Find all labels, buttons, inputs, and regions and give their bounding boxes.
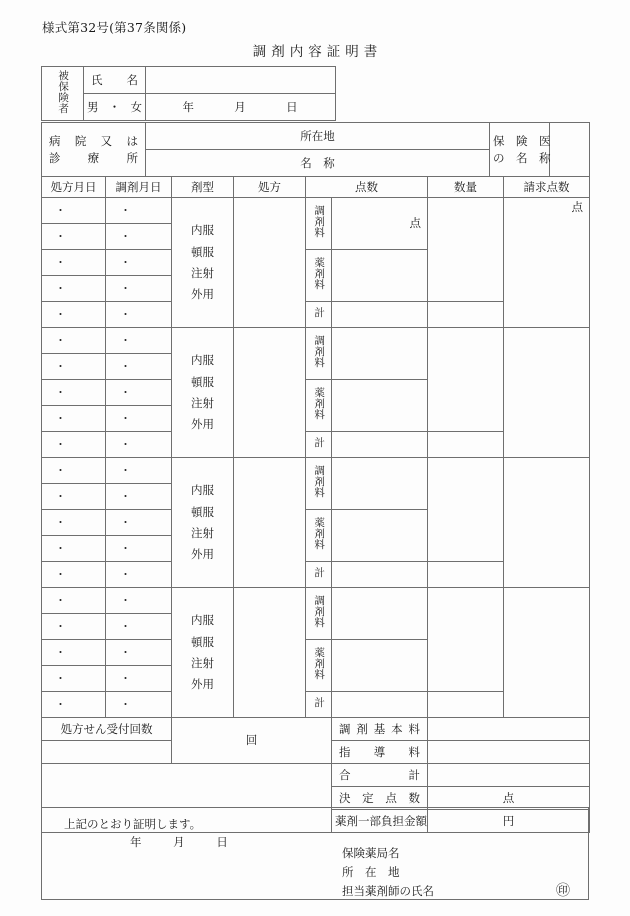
points-row-label: 調剤料 bbox=[306, 588, 332, 640]
dosage-form-option: 外用 bbox=[191, 677, 214, 692]
cell-dispensing-date[interactable]: ・ bbox=[106, 510, 172, 536]
cell-dispensing-date[interactable]: ・ bbox=[106, 692, 172, 718]
document-title: 調剤内容証明書 bbox=[252, 44, 383, 60]
summary-blank-cell bbox=[42, 741, 172, 764]
cell-quantity-total[interactable] bbox=[428, 692, 504, 718]
cell-dispensing-date[interactable]: ・ bbox=[106, 432, 172, 458]
points-row-label: 薬剤料 bbox=[306, 380, 332, 432]
dosage-form-option: 内服 bbox=[191, 353, 214, 368]
points-value-cell[interactable] bbox=[332, 640, 428, 692]
dosage-form-option: 頓服 bbox=[191, 374, 214, 389]
cell-prescription-date[interactable]: ・ bbox=[42, 458, 106, 484]
receipt-count-unit: 回 bbox=[245, 733, 258, 748]
points-row-label: 計 bbox=[306, 692, 332, 718]
dosage-form-option: 外用 bbox=[191, 417, 214, 432]
unit-ten: 点 bbox=[409, 216, 421, 231]
pharmacy-address-row[interactable] bbox=[342, 863, 434, 882]
dosage-form-option: 外用 bbox=[191, 547, 214, 562]
table-row bbox=[42, 94, 336, 121]
cert-year-label: 年 bbox=[130, 835, 143, 849]
pharmacist-name-label: 担当薬剤師の氏名 bbox=[342, 883, 434, 898]
cell-prescription-date[interactable]: ・ bbox=[42, 484, 106, 510]
col-header-claim-points: 請求点数 bbox=[504, 177, 590, 198]
col-header-points: 点数 bbox=[306, 177, 428, 198]
cell-dispensing-date[interactable]: ・ bbox=[106, 666, 172, 692]
cell-prescription-date[interactable]: ・ bbox=[42, 250, 106, 276]
insurance-doctor-label: 保 険 医 の 名 称 bbox=[490, 123, 550, 177]
birth-day-label: 日 bbox=[286, 99, 299, 114]
dosage-form-option: 注射 bbox=[191, 266, 214, 280]
cell-dispensing-date[interactable]: ・ bbox=[106, 536, 172, 562]
cell-prescription[interactable] bbox=[234, 588, 306, 718]
decided-points-unit: 点 bbox=[502, 790, 515, 805]
points-row-label: 調剤料 bbox=[306, 458, 332, 510]
cell-claim-points[interactable] bbox=[504, 328, 590, 458]
dosage-form-option: 注射 bbox=[191, 656, 214, 670]
points-value-cell[interactable] bbox=[332, 692, 428, 718]
cell-prescription-date[interactable]: ・ bbox=[42, 536, 106, 562]
clinic-section-label: 病 院 又 は 診 療 所 bbox=[42, 123, 146, 177]
clinic-name-cell[interactable] bbox=[146, 150, 490, 177]
dosage-form-option: 注射 bbox=[191, 526, 214, 540]
points-value-cell[interactable] bbox=[332, 510, 428, 562]
copay-label: 薬剤一部負担金額 bbox=[332, 810, 428, 833]
clinic-table bbox=[41, 122, 590, 177]
cell-dispensing-date[interactable]: ・ bbox=[106, 354, 172, 380]
cell-quantity[interactable] bbox=[428, 328, 504, 432]
clinic-name-label: 名 称 bbox=[300, 155, 335, 170]
points-value-cell[interactable] bbox=[332, 588, 428, 640]
col-header-dispensing-date: 調剤月日 bbox=[106, 177, 172, 198]
total-label: 合計 bbox=[332, 764, 428, 787]
cell-quantity[interactable] bbox=[428, 198, 504, 302]
col-header-quantity: 数量 bbox=[428, 177, 504, 198]
cell-prescription-date[interactable]: ・ bbox=[42, 588, 106, 614]
certification-date[interactable] bbox=[130, 834, 229, 850]
dosage-form-option: 内服 bbox=[191, 483, 214, 498]
cell-prescription-date[interactable]: ・ bbox=[42, 640, 106, 666]
cell-dispensing-date[interactable]: ・ bbox=[106, 614, 172, 640]
cell-claim-points[interactable] bbox=[504, 458, 590, 588]
cell-dispensing-date[interactable]: ・ bbox=[106, 198, 172, 224]
points-row-label: 薬剤料 bbox=[306, 640, 332, 692]
cell-prescription[interactable] bbox=[234, 198, 306, 328]
form-code: 様式第32号(第37条関係) bbox=[42, 20, 187, 35]
cell-quantity[interactable] bbox=[428, 458, 504, 562]
cell-dispensing-date[interactable]: ・ bbox=[106, 562, 172, 588]
table-row bbox=[42, 328, 590, 354]
guidance-fee-field[interactable] bbox=[428, 741, 590, 764]
dosage-form-option: 頓服 bbox=[191, 504, 214, 519]
points-value-cell[interactable] bbox=[332, 432, 428, 458]
cell-quantity[interactable] bbox=[428, 588, 504, 692]
points-value-cell[interactable] bbox=[332, 302, 428, 328]
summary-row-base-fee bbox=[42, 718, 590, 741]
cell-prescription[interactable] bbox=[234, 328, 306, 458]
points-row-label: 計 bbox=[306, 302, 332, 328]
cell-dispensing-date[interactable]: ・ bbox=[106, 224, 172, 250]
base-fee-label: 調剤基本料 bbox=[332, 718, 428, 741]
cell-dispensing-date[interactable]: ・ bbox=[106, 588, 172, 614]
cell-claim-points[interactable] bbox=[504, 198, 590, 328]
cell-prescription-date[interactable]: ・ bbox=[42, 224, 106, 250]
points-row-label: 薬剤料 bbox=[306, 250, 332, 302]
cell-dispensing-date[interactable]: ・ bbox=[106, 640, 172, 666]
cert-month-label: 月 bbox=[173, 835, 186, 849]
insured-sex-label: 男・女 bbox=[84, 94, 146, 121]
pharmacy-address-label: 所 在 地 bbox=[342, 864, 400, 879]
seal-icon: ㊞ bbox=[556, 883, 570, 899]
points-row-label: 計 bbox=[306, 562, 332, 588]
dosage-form-option: 頓服 bbox=[191, 634, 214, 649]
copay-unit: 円 bbox=[502, 813, 515, 828]
pharmacy-name-row[interactable] bbox=[342, 844, 434, 863]
cell-prescription-date[interactable]: ・ bbox=[42, 666, 106, 692]
points-value-cell[interactable] bbox=[332, 380, 428, 432]
clinic-address-cell[interactable] bbox=[146, 123, 490, 150]
cell-quantity-total[interactable] bbox=[428, 302, 504, 328]
points-value-cell[interactable] bbox=[332, 562, 428, 588]
cell-prescription-date[interactable]: ・ bbox=[42, 614, 106, 640]
cell-quantity-total[interactable] bbox=[428, 432, 504, 458]
guidance-fee-label: 指導料 bbox=[332, 741, 428, 764]
cell-prescription-date[interactable]: ・ bbox=[42, 380, 106, 406]
dosage-form-option: 外用 bbox=[191, 287, 214, 302]
cell-dosage-form bbox=[172, 198, 234, 328]
cell-prescription-date[interactable]: ・ bbox=[42, 562, 106, 588]
cell-prescription[interactable] bbox=[234, 458, 306, 588]
unit-ten: 点 bbox=[571, 200, 583, 214]
cell-dispensing-date[interactable]: ・ bbox=[106, 302, 172, 328]
cell-prescription-date[interactable]: ・ bbox=[42, 302, 106, 328]
insured-section-label: 被保険者 bbox=[42, 67, 84, 121]
dosage-form-option: 内服 bbox=[191, 613, 214, 628]
summary-row-total bbox=[42, 764, 590, 787]
clinic-address-label: 所在地 bbox=[300, 128, 335, 143]
insured-person-table bbox=[41, 66, 336, 121]
cell-dosage-form bbox=[172, 458, 234, 588]
certification-signature-block bbox=[342, 844, 434, 901]
dosage-form-option: 注射 bbox=[191, 396, 214, 410]
pharmacist-name-row[interactable] bbox=[342, 882, 434, 901]
decided-points-label: 決定点数 bbox=[332, 787, 428, 810]
col-header-dosage-form: 剤型 bbox=[172, 177, 234, 198]
pharmacy-name-label: 保険薬局名 bbox=[342, 846, 400, 860]
cell-dispensing-date[interactable]: ・ bbox=[106, 458, 172, 484]
cell-dispensing-date[interactable]: ・ bbox=[106, 328, 172, 354]
dosage-form-option: 内服 bbox=[191, 223, 214, 238]
cell-prescription-date[interactable]: ・ bbox=[42, 406, 106, 432]
table-row bbox=[42, 458, 590, 484]
insured-birthdate-field[interactable] bbox=[146, 94, 336, 121]
points-row-label: 調剤料 bbox=[306, 328, 332, 380]
birth-month-label: 月 bbox=[234, 99, 247, 114]
certification-statement: 上記のとおり証明します。 bbox=[64, 817, 202, 831]
receipt-count-field[interactable] bbox=[172, 718, 332, 764]
cell-dispensing-date[interactable]: ・ bbox=[106, 380, 172, 406]
cell-dispensing-date[interactable]: ・ bbox=[106, 406, 172, 432]
points-row-label: 調剤料 bbox=[306, 198, 332, 250]
table-row bbox=[42, 198, 590, 224]
table-row bbox=[42, 123, 590, 150]
points-row-label: 計 bbox=[306, 432, 332, 458]
certification-box bbox=[41, 807, 589, 900]
points-value-cell[interactable] bbox=[332, 250, 428, 302]
cell-prescription-date[interactable]: ・ bbox=[42, 432, 106, 458]
points-value-cell[interactable] bbox=[332, 458, 428, 510]
table-row bbox=[42, 588, 590, 614]
table-row bbox=[42, 67, 336, 94]
dosage-form-option: 頓服 bbox=[191, 244, 214, 259]
insured-name-field[interactable] bbox=[146, 67, 336, 94]
cell-dispensing-date[interactable]: ・ bbox=[106, 250, 172, 276]
cert-day-label: 日 bbox=[216, 835, 229, 849]
cell-prescription-date[interactable]: ・ bbox=[42, 276, 106, 302]
birth-year-label: 年 bbox=[182, 99, 195, 114]
cell-prescription-date[interactable]: ・ bbox=[42, 510, 106, 536]
col-header-prescription: 処方 bbox=[234, 177, 306, 198]
cell-dosage-form bbox=[172, 588, 234, 718]
cell-claim-points[interactable] bbox=[504, 588, 590, 718]
points-value-cell[interactable] bbox=[332, 328, 428, 380]
table-header-row bbox=[42, 177, 590, 198]
cell-quantity-total[interactable] bbox=[428, 562, 504, 588]
total-field[interactable] bbox=[428, 764, 590, 787]
points-value-cell[interactable] bbox=[332, 198, 428, 250]
cell-prescription-date[interactable]: ・ bbox=[42, 328, 106, 354]
receipt-count-label: 処方せん受付回数 bbox=[42, 718, 172, 741]
cell-dispensing-date[interactable]: ・ bbox=[106, 484, 172, 510]
cell-prescription-date[interactable]: ・ bbox=[42, 354, 106, 380]
cell-prescription-date[interactable]: ・ bbox=[42, 692, 106, 718]
col-header-prescription-date: 処方月日 bbox=[42, 177, 106, 198]
insured-name-label: 氏 名 bbox=[84, 67, 146, 94]
points-row-label: 薬剤料 bbox=[306, 510, 332, 562]
base-fee-field[interactable] bbox=[428, 718, 590, 741]
dispensing-detail-table bbox=[41, 176, 590, 833]
insurance-doctor-field[interactable] bbox=[550, 123, 590, 177]
cell-dispensing-date[interactable]: ・ bbox=[106, 276, 172, 302]
cell-prescription-date[interactable]: ・ bbox=[42, 198, 106, 224]
cell-dosage-form bbox=[172, 328, 234, 458]
